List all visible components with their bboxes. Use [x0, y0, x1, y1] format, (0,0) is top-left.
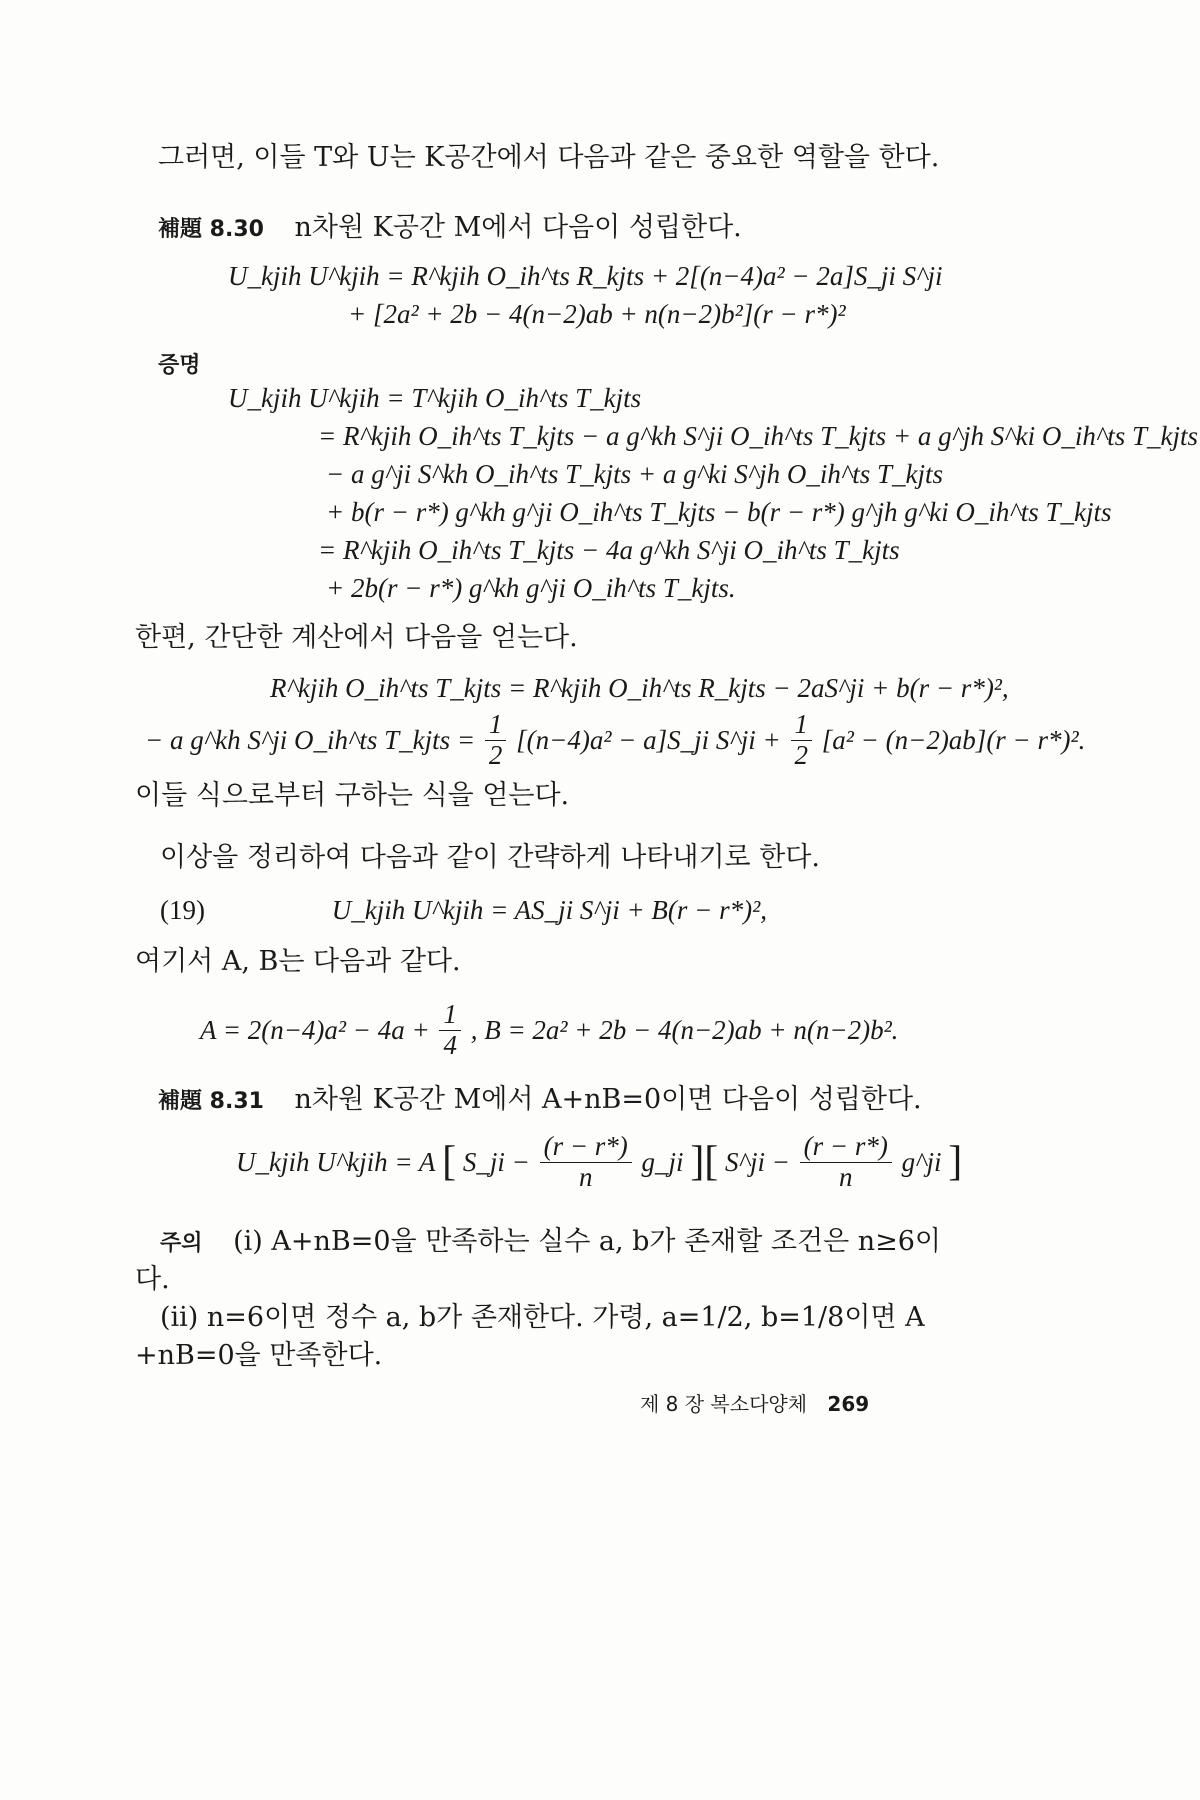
calc-equation-2: − a g^kh S^ji O_ih^ts T_kjts = $\frac{1}{2}$ [(n−4)a² − a]S_ji S^ji + $\frac{1}{2}$ [a² − (n−2)ab](r − r*)². [145, 709, 1086, 770]
proof-line: + 2b(r − r*) g^kh g^ji O_ih^ts T_kjts. [326, 573, 736, 603]
equation-number: (19) [160, 895, 205, 925]
fraction-quarter: $\frac{1}{4}$ [439, 1000, 461, 1060]
fraction-r-over-n: $\frac{(r - r*)}{n}$ [540, 1132, 632, 1192]
lemma-8-31 [158, 1084, 922, 1116]
meanwhile-paragraph: 한편, 간단한 계산에서 다음을 얻는다. [135, 622, 578, 653]
fraction-half: $\frac{1}{2}$ [485, 710, 507, 770]
equation-19: (19) U_kjih U^kjih = AS_ji S^ji + B(r − r*)², [160, 895, 767, 925]
proof-line: + b(r − r*) g^kh g^ji O_ih^ts T_kjts − b(r − r*) g^jh g^ki O_ih^ts T_kjts [326, 497, 1112, 527]
intro-paragraph: 그러면, 이들 T와 U는 K공간에서 다음과 같은 중요한 역할을 한다. [158, 142, 940, 173]
lemma-statement: n차원 K공간 M에서 A+nB=0이면 다음이 성립한다. [294, 1084, 922, 1115]
note-ii-continued: +nB=0을 만족한다. [135, 1340, 383, 1371]
lemma-label: 補題 8.30 [158, 217, 264, 242]
lemma-8-31-equation: U_kjih U^kjih = A [ S_ji − $\frac{(r - r*)}{n}$ g_ji ][ S^ji − $\frac{(r - r*)}{n}$ g^ji ] [236, 1131, 963, 1192]
summary-paragraph: 이상을 정리하여 다음과 같이 간략하게 나타내기로 한다. [160, 842, 820, 873]
note-label: 주의 [160, 1231, 203, 1256]
lemma-label: 補題 8.31 [158, 1089, 264, 1114]
chapter-title: 제 8 장 복소다양체 [640, 1392, 808, 1416]
fraction-half: $\frac{1}{2}$ [791, 710, 813, 770]
note-i-continued: 다. [135, 1264, 170, 1295]
equation-line: + [2a² + 2b − 4(n−2)ab + n(n−2)b²](r − r*)² [348, 299, 846, 329]
proof-heading: 증명 [158, 353, 201, 378]
calc-equation: R^kjih O_ih^ts T_kjts = R^kjih O_ih^ts R_kjts − 2aS^ji + b(r − r*)², [270, 673, 1009, 703]
proof-line: = R^kjih O_ih^ts T_kjts − a g^kh S^ji O_ih^ts T_kjts + a g^jh S^ki O_ih^ts T_kjts [318, 421, 1199, 451]
ab-definition: A = 2(n−4)a² − 4a + $\frac{1}{4}$ , B = 2a² + 2b − 4(n−2)ab + n(n−2)b². [200, 999, 899, 1060]
lemma-statement: n차원 K공간 M에서 다음이 성립한다. [294, 212, 742, 243]
proof-line: − a g^ji S^kh O_ih^ts T_kjts + a g^ki S^jh O_ih^ts T_kjts [326, 459, 944, 489]
lemma-8-30 [158, 212, 742, 244]
page-footer [640, 1392, 869, 1416]
equation-line: U_kjih U^kjih = R^kjih O_ih^ts R_kjts + 2[(n−4)a² − 2a]S_ji S^ji [228, 261, 943, 291]
where-paragraph: 여기서 A, B는 다음과 같다. [135, 946, 461, 977]
note-ii: (ii) n=6이면 정수 a, b가 존재한다. 가령, a=1/2, b=1/8이면 A [160, 1302, 925, 1333]
note-i: 주의 (i) A+nB=0을 만족하는 실수 a, b가 존재할 조건은 n≥6이 [160, 1226, 942, 1257]
proof-line: U_kjih U^kjih = T^kjih O_ih^ts T_kjts [228, 383, 642, 413]
proof-line: = R^kjih O_ih^ts T_kjts − 4a g^kh S^ji O_ih^ts T_kjts [318, 535, 900, 565]
fraction-r-over-n: $\frac{(r - r*)}{n}$ [800, 1132, 892, 1192]
from-these-paragraph: 이들 식으로부터 구하는 식을 얻는다. [135, 780, 570, 811]
page-number: 269 [827, 1392, 870, 1416]
